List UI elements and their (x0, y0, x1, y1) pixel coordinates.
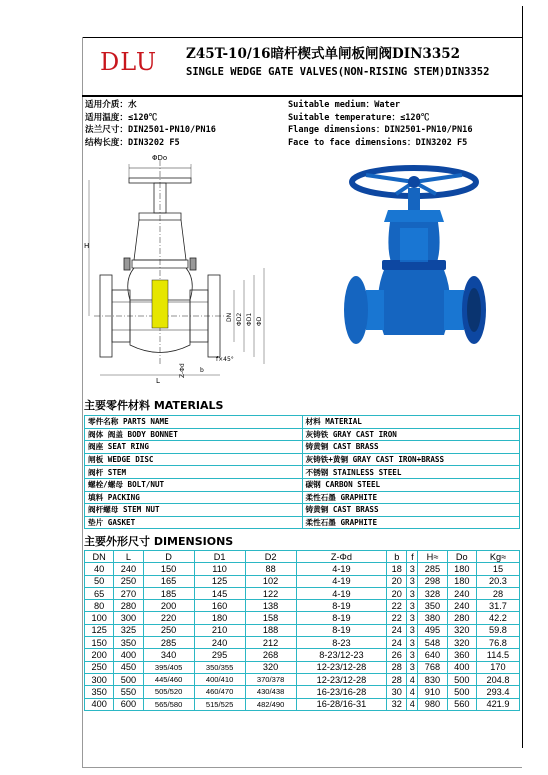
dimensions-cell: 150 (143, 563, 194, 575)
dimensions-cell: 210 (194, 624, 245, 636)
dimensions-cell: 450 (114, 661, 143, 673)
dimensions-cell: 380 (418, 612, 447, 624)
dimensions-cell: 910 (418, 686, 447, 698)
materials-title: 主要零件材料 MATERIALS (84, 399, 224, 412)
dimensions-cell: 32 (387, 698, 407, 710)
dimensions-cell: 548 (418, 637, 447, 649)
material-cell: 铸黄铜 CAST BRASS (302, 441, 520, 454)
dim-dn-label: DN (226, 312, 233, 322)
dimensions-cell: 240 (114, 563, 143, 575)
material-cell: 灰铸铁 GRAY CAST IRON (302, 428, 520, 441)
dimensions-cell: 200 (143, 600, 194, 612)
dimensions-cell: 16-28/16-31 (296, 698, 387, 710)
dimensions-cell: 505/520 (143, 686, 194, 698)
dimensions-cell: 340 (143, 649, 194, 661)
dimensions-cell: 270 (114, 587, 143, 599)
frame-right-line (522, 6, 523, 748)
dimensions-cell: 50 (85, 575, 114, 587)
dimensions-cell: 3 (407, 587, 418, 599)
valve-technical-drawing (84, 150, 284, 390)
dimensions-cell: 268 (245, 649, 296, 661)
dimensions-cell: 204.8 (476, 673, 519, 685)
dimensions-cell: 500 (114, 673, 143, 685)
dimensions-cell: 185 (143, 587, 194, 599)
dim-d-label: ΦD (256, 316, 263, 326)
dimensions-cell: 3 (407, 600, 418, 612)
dimensions-cell: 158 (245, 612, 296, 624)
material-cell: 铸黄铜 CAST BRASS (302, 504, 520, 517)
dimensions-cell: 550 (114, 686, 143, 698)
dimensions-cell: 298 (418, 575, 447, 587)
dimensions-cell: 12-23/12-28 (296, 661, 387, 673)
dim-z-label: Z-Φd (179, 363, 186, 378)
dim-do-label: ΦDo (152, 154, 168, 162)
dimensions-cell: 328 (418, 587, 447, 599)
dimensions-cell: 100 (85, 612, 114, 624)
header-divider (82, 95, 522, 97)
dimensions-cell: 500 (447, 686, 476, 698)
dimensions-cell: 8-23/12-23 (296, 649, 387, 661)
dimensions-row (85, 587, 520, 599)
dimensions-cell: 320 (447, 624, 476, 636)
dimensions-cell: 640 (418, 649, 447, 661)
dimensions-cell: 80 (85, 600, 114, 612)
dimensions-header-cell: DN (85, 551, 114, 563)
dimensions-cell: 240 (194, 637, 245, 649)
dimensions-cell: 3 (407, 612, 418, 624)
dimensions-header-cell: b (387, 551, 407, 563)
dimensions-cell: 114.5 (476, 649, 519, 661)
part-name-cell: 螺栓/螺母 BOLT/NUT (85, 478, 303, 491)
part-name-cell: 阀座 SEAT RING (85, 441, 303, 454)
dimensions-row (85, 686, 520, 698)
dimensions-cell: 28 (476, 587, 519, 599)
dimensions-row (85, 698, 520, 710)
spec-flange-en: Flange dimensions：DIN2501-PN10/PN16 (288, 125, 473, 135)
dimensions-header-cell: D (143, 551, 194, 563)
part-name-cell: 阀体 阀盖 BODY BONNET (85, 428, 303, 441)
material-cell: 不锈钢 STAINLESS STEEL (302, 466, 520, 479)
spec-medium-en: Suitable medium：Water (288, 100, 401, 110)
dimensions-cell: 400 (114, 649, 143, 661)
material-cell: 碳钢 CARBON STEEL (302, 478, 520, 491)
dimensions-cell: 200 (85, 649, 114, 661)
dimensions-cell: 4-19 (296, 563, 387, 575)
dimensions-cell: 125 (85, 624, 114, 636)
dimensions-cell: 3 (407, 563, 418, 575)
dimensions-cell: 125 (194, 575, 245, 587)
dimensions-cell: 4-19 (296, 575, 387, 587)
dimensions-cell: 24 (387, 637, 407, 649)
dimensions-cell: 250 (143, 624, 194, 636)
dimensions-cell: 320 (245, 661, 296, 673)
dim-b-label: b (200, 367, 204, 374)
dimensions-cell: 188 (245, 624, 296, 636)
dimensions-cell: 400 (85, 698, 114, 710)
dimensions-cell: 4 (407, 698, 418, 710)
dimensions-row (85, 673, 520, 685)
dimensions-cell: 8-19 (296, 624, 387, 636)
dimensions-cell: 28 (387, 661, 407, 673)
dimensions-row (85, 624, 520, 636)
dimensions-cell: 300 (85, 673, 114, 685)
dimensions-cell: 295 (194, 649, 245, 661)
dimensions-cell: 30 (387, 686, 407, 698)
dimensions-cell: 180 (447, 575, 476, 587)
dimensions-cell: 980 (418, 698, 447, 710)
dimensions-cell: 495 (418, 624, 447, 636)
dim-l-label: L (156, 377, 160, 385)
dimensions-cell: 102 (245, 575, 296, 587)
dimensions-row (85, 563, 520, 575)
dim-d1-label: ΦD1 (246, 312, 253, 326)
frame-bottom-line (82, 767, 522, 768)
dimensions-cell: 4 (407, 686, 418, 698)
dimensions-row (85, 661, 520, 673)
dimensions-cell: 8-23 (296, 637, 387, 649)
page-title-en: SINGLE WEDGE GATE VALVES(NON-RISING STEM)DIN3352 (186, 66, 490, 78)
dimensions-header-cell: f (407, 551, 418, 563)
dimensions-cell: 28 (387, 673, 407, 685)
dimensions-cell: 31.7 (476, 600, 519, 612)
dimensions-cell: 22 (387, 612, 407, 624)
materials-row (85, 478, 520, 491)
dimensions-cell: 280 (114, 600, 143, 612)
dimensions-row (85, 649, 520, 661)
dimensions-cell: 421.9 (476, 698, 519, 710)
dimensions-cell: 59.8 (476, 624, 519, 636)
dimensions-cell: 300 (114, 612, 143, 624)
dimensions-cell: 145 (194, 587, 245, 599)
material-cell: 灰铸铁+黄铜 GRAY CAST IRON+BRASS (302, 453, 520, 466)
dim-h-label: H (84, 242, 90, 250)
dimensions-cell: 110 (194, 563, 245, 575)
part-name-cell: 零件名称 PARTS NAME (85, 416, 303, 429)
part-name-cell: 闸板 WEDGE DISC (85, 453, 303, 466)
dimensions-cell: 285 (143, 637, 194, 649)
page-title-cn: Z45T-10/16暗杆楔式单闸板闸阀DIN3352 (186, 46, 460, 62)
dimensions-cell: 240 (447, 600, 476, 612)
dimensions-cell: 285 (418, 563, 447, 575)
dimensions-cell: 8-19 (296, 612, 387, 624)
dimensions-cell: 20.3 (476, 575, 519, 587)
dimensions-cell: 325 (114, 624, 143, 636)
materials-table (84, 415, 520, 529)
dim-d2-label: ΦD2 (236, 312, 243, 326)
dimensions-title: 主要外形尺寸 DIMENSIONS (84, 535, 234, 548)
dimensions-cell: 122 (245, 587, 296, 599)
dimensions-cell: 293.4 (476, 686, 519, 698)
dimensions-cell: 165 (143, 575, 194, 587)
dimensions-cell: 76.8 (476, 637, 519, 649)
dimensions-cell: 220 (143, 612, 194, 624)
dimensions-cell: 24 (387, 624, 407, 636)
dimensions-cell: 565/580 (143, 698, 194, 710)
dimensions-cell: 515/525 (194, 698, 245, 710)
dimensions-cell: 138 (245, 600, 296, 612)
specs-cn (85, 99, 216, 149)
dimensions-table (84, 550, 520, 711)
dimensions-cell: 4-19 (296, 587, 387, 599)
materials-row (85, 428, 520, 441)
dimensions-cell: 400 (447, 661, 476, 673)
dimensions-header-row (85, 551, 520, 563)
material-cell: 材料 MATERIAL (302, 416, 520, 429)
dimensions-header-cell: D2 (245, 551, 296, 563)
dimensions-cell: 212 (245, 637, 296, 649)
dimensions-cell: 180 (447, 563, 476, 575)
brand-logo: DLU (100, 48, 158, 76)
materials-header-row (85, 416, 520, 429)
dimensions-cell: 3 (407, 637, 418, 649)
dimensions-cell: 350/355 (194, 661, 245, 673)
dimensions-cell: 4 (407, 673, 418, 685)
materials-row (85, 491, 520, 504)
dimensions-cell: 500 (447, 673, 476, 685)
dimensions-cell: 400/410 (194, 673, 245, 685)
dimensions-row (85, 637, 520, 649)
dimensions-cell: 482/490 (245, 698, 296, 710)
material-cell: 柔性石墨 GRAPHITE (302, 516, 520, 529)
dimensions-cell: 160 (194, 600, 245, 612)
dimensions-cell: 350 (114, 637, 143, 649)
dimensions-cell: 460/470 (194, 686, 245, 698)
frame-left-line (82, 37, 83, 767)
dimensions-cell: 3 (407, 575, 418, 587)
part-name-cell: 阀杆螺母 STEM NUT (85, 504, 303, 517)
wedge-disc-highlight (152, 280, 168, 328)
dimensions-cell: 88 (245, 563, 296, 575)
dimensions-header-cell: Do (447, 551, 476, 563)
dimensions-cell: 250 (114, 575, 143, 587)
dimensions-row (85, 612, 520, 624)
spec-temperature-cn: 适用温度：≤120℃ (85, 112, 158, 123)
dimensions-cell: 12-23/12-28 (296, 673, 387, 685)
dimensions-cell: 18 (387, 563, 407, 575)
valve-product-image (336, 160, 496, 370)
dimensions-cell: 430/438 (245, 686, 296, 698)
materials-row (85, 441, 520, 454)
dimensions-cell: 20 (387, 575, 407, 587)
dimensions-cell: 40 (85, 563, 114, 575)
dimensions-cell: 240 (447, 587, 476, 599)
materials-row (85, 516, 520, 529)
dim-f-label: f×45° (216, 356, 234, 363)
dimensions-cell: 16-23/16-28 (296, 686, 387, 698)
materials-row (85, 504, 520, 517)
dimensions-cell: 15 (476, 563, 519, 575)
dimensions-row (85, 600, 520, 612)
dimensions-header-cell: Z-Φd (296, 551, 387, 563)
spec-length-cn: 结构长度：DIN3202 F5 (85, 137, 180, 148)
specs-en (288, 99, 473, 149)
dimensions-cell: 180 (194, 612, 245, 624)
dimensions-header-cell: Kg≈ (476, 551, 519, 563)
dimensions-cell: 600 (114, 698, 143, 710)
dimensions-cell: 3 (407, 661, 418, 673)
dimensions-row (85, 575, 520, 587)
dimensions-cell: 26 (387, 649, 407, 661)
spec-temperature-en: Suitable temperature：≤120℃ (288, 112, 430, 123)
dimensions-cell: 560 (447, 698, 476, 710)
part-name-cell: 填料 PACKING (85, 491, 303, 504)
spec-medium-cn: 适用介质：水 (85, 100, 137, 110)
dimensions-header-cell: H≈ (418, 551, 447, 563)
dimensions-cell: 3 (407, 649, 418, 661)
spec-flange-cn: 法兰尺寸：DIN2501-PN10/PN16 (85, 125, 216, 135)
frame-top-line (82, 37, 522, 38)
part-name-cell: 垫片 GASKET (85, 516, 303, 529)
dimensions-cell: 370/378 (245, 673, 296, 685)
dimensions-cell: 150 (85, 637, 114, 649)
part-name-cell: 阀杆 STEM (85, 466, 303, 479)
dimensions-cell: 830 (418, 673, 447, 685)
dimensions-cell: 20 (387, 587, 407, 599)
materials-row (85, 466, 520, 479)
dimensions-cell: 22 (387, 600, 407, 612)
materials-row (85, 453, 520, 466)
dimensions-cell: 42.2 (476, 612, 519, 624)
dimensions-cell: 768 (418, 661, 447, 673)
dimensions-cell: 3 (407, 624, 418, 636)
dimensions-cell: 170 (476, 661, 519, 673)
dimensions-cell: 280 (447, 612, 476, 624)
dimensions-header-cell: L (114, 551, 143, 563)
dimensions-cell: 445/460 (143, 673, 194, 685)
dimensions-cell: 320 (447, 637, 476, 649)
dimensions-cell: 350 (85, 686, 114, 698)
dimensions-cell: 8-19 (296, 600, 387, 612)
dimensions-cell: 65 (85, 587, 114, 599)
material-cell: 柔性石墨 GRAPHITE (302, 491, 520, 504)
dimensions-header-cell: D1 (194, 551, 245, 563)
dimensions-cell: 395/405 (143, 661, 194, 673)
dimensions-cell: 250 (85, 661, 114, 673)
dimensions-cell: 350 (418, 600, 447, 612)
dimensions-cell: 360 (447, 649, 476, 661)
spec-length-en: Face to face dimensions：DIN3202 F5 (288, 137, 468, 148)
